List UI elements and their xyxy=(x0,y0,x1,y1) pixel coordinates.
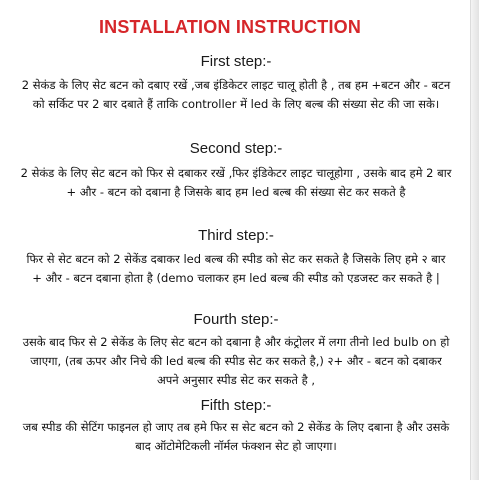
document-title: INSTALLATION INSTRUCTION xyxy=(98,17,362,37)
step-5-text: जब स्पीड की सेटिंग फाइनल हो जाए तब हमे फिर स सेट बटन को 2 सेकेंड के लिए दबाना है और उसके बाद ऑटोमेटिकली नॉर्मल फंक्शन सेट हो जाएगा। xyxy=(22,420,450,453)
step-4-heading: Fourth step:- xyxy=(193,311,279,328)
step-4-text: उसके बाद फिर से 2 सेकेंड के लिए सेट बटन को दबाना है और कंट्रोलर में लगा तीनो led bulb on हो जाएगा, (तब ऊपर और निचे की led बल्ब की स्पीड सेट कर सकते है,) २+ और - बटन को दबाकर अपने अनुसार स्पीड सेट कर सकते है , xyxy=(22,335,450,387)
step-3-heading: Third step:- xyxy=(198,227,274,244)
step-2-text: 2 सेकंड के लिए सेट बटन को फिर से दबाकर रखें ,फिर इंडिकेटर लाइट चालूहोगा , उसके बाद हमे 2 बार + और - बटन को दबाना है जिसके बाद हम led बल्ब की संख्या सेट कर सकते है xyxy=(20,166,452,199)
step-1-heading: First step:- xyxy=(200,53,272,70)
step-3-text: फिर से सेट बटन को 2 सेकेंड दबाकर led बल्ब की स्पीड को सेट कर सकते है जिसके लिए हमे २ बार + और - बटन दबाना होता है (demo चलाकर हम led बल्ब की स्पीड को एडजस्ट कर सकते है | xyxy=(26,252,446,285)
step-2-heading: Second step:- xyxy=(189,140,283,157)
step-5-heading: Fifth step:- xyxy=(200,397,272,414)
step-1-text: 2 सेकंड के लिए सेट बटन को दबाए रखें ,जब इंडिकेटर लाइट चालू होती है , तब हम +बटन और - बटन को सर्किट पर 2 बार दबाते हैं ताकि controller में led के लिए बल्ब की संख्या सेट की जा सके। xyxy=(21,78,451,111)
